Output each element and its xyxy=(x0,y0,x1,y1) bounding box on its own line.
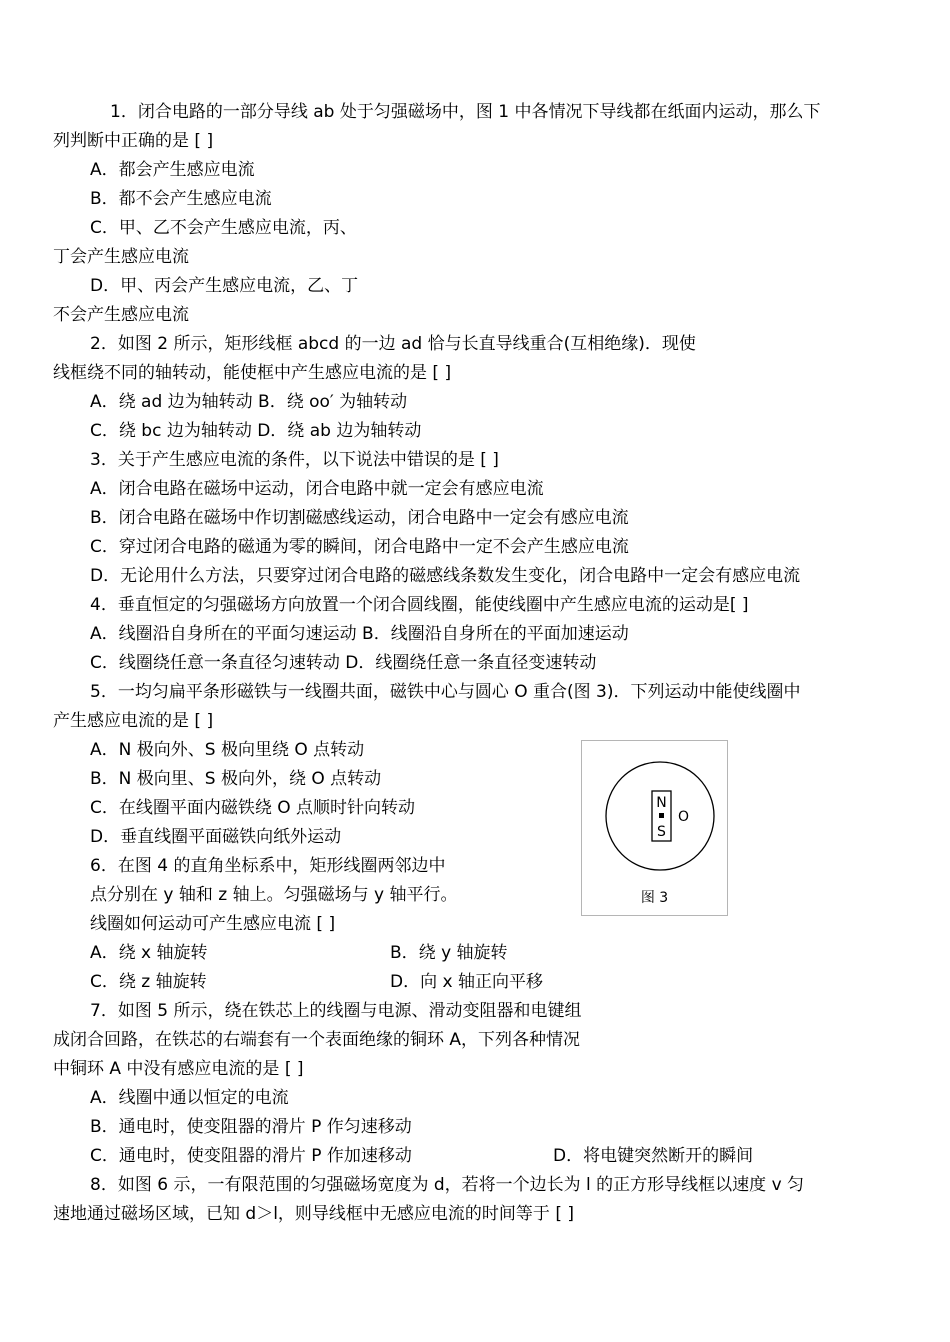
center-o-label: O xyxy=(678,809,690,825)
q1-option-c-line1: C．甲、乙不会产生感应电流，丙、 xyxy=(90,218,357,238)
q4-options-ab: A．线圈沿自身所在的平面匀速运动 B．线圈沿自身所在的平面加速运动 xyxy=(90,624,629,644)
magnet-south-label: S xyxy=(657,824,666,840)
q4-stem: 4．垂直恒定的匀强磁场方向放置一个闭合圆线圈，能使线圈中产生感应电流的运动是[ ] xyxy=(90,595,749,615)
q2-options-ab: A．绕 ad 边为轴转动 B．绕 oo′ 为轴转动 xyxy=(90,392,408,412)
q2-options-cd: C．绕 bc 边为轴转动 D．绕 ab 边为轴转动 xyxy=(90,421,422,441)
q5-stem-line1: 5．一均匀扁平条形磁铁与一线圈共面，磁铁中心与圆心 O 重合(图 3)．下列运动中能使线圈中 xyxy=(90,682,801,702)
q7-stem-line1: 7．如图 5 所示，绕在铁芯上的线圈与电源、滑动变阻器和电键组 xyxy=(90,1001,582,1021)
q7-option-d: D．将电键突然断开的瞬间 xyxy=(553,1146,754,1166)
q2-stem-line2: 线框绕不同的轴转动，能使框中产生感应电流的是 [ ] xyxy=(53,363,452,383)
q4-options-cd: C．线圈绕任意一条直径匀速转动 D．线圈绕任意一条直径变速转动 xyxy=(90,653,597,673)
q8-stem-line2: 速地通过磁场区域，已知 d＞l，则导线框中无感应电流的时间等于 [ ] xyxy=(53,1204,574,1224)
q6-option-a: A．绕 x 轴旋转 xyxy=(90,943,208,963)
figure-3 xyxy=(581,740,728,916)
q6-stem-line3: 线圈如何运动可产生感应电流 [ ] xyxy=(90,914,336,934)
magnet-north-label: N xyxy=(656,795,667,811)
q5-option-b: B．N 极向里、S 极向外，绕 O 点转动 xyxy=(90,769,382,789)
q5-option-c: C．在线圈平面内磁铁绕 O 点顺时针向转动 xyxy=(90,798,416,818)
q6-stem-line2: 点分别在 y 轴和 z 轴上。匀强磁场与 y 轴平行。 xyxy=(90,885,458,905)
q2-stem-line1: 2．如图 2 所示，矩形线框 abcd 的一边 ad 恰与长直导线重合(互相绝缘)．现使 xyxy=(90,334,696,354)
q5-stem-line2: 产生感应电流的是 [ ] xyxy=(53,711,214,731)
q1-stem-line1: 1．闭合电路的一部分导线 ab 处于匀强磁场中，图 1 中各情况下导线都在纸面内运动，那么下 xyxy=(110,102,821,122)
q1-stem-line2: 列判断中正确的是 [ ] xyxy=(53,131,214,151)
q3-stem: 3．关于产生感应电流的条件，以下说法中错误的是 [ ] xyxy=(90,450,499,470)
q7-option-a: A．线圈中通以恒定的电流 xyxy=(90,1088,289,1108)
q6-option-d: D．向 x 轴正向平移 xyxy=(390,972,543,992)
q6-option-b: B．绕 y 轴旋转 xyxy=(390,943,508,963)
figure-3-caption: 图 3 xyxy=(640,890,669,906)
q6-stem-line1: 6．在图 4 的直角坐标系中，矩形线圈两邻边中 xyxy=(90,856,446,876)
magnet-center-dot xyxy=(659,813,664,818)
q7-stem-line3: 中铜环 A 中没有感应电流的是 [ ] xyxy=(53,1059,304,1079)
q7-option-b: B．通电时，使变阻器的滑片 P 作匀速移动 xyxy=(90,1117,412,1137)
q1-option-b: B．都不会产生感应电流 xyxy=(90,189,272,209)
q1-option-c-line2: 丁会产生感应电流 xyxy=(53,247,189,267)
q3-option-d: D．无论用什么方法，只要穿过闭合电路的磁感线条数发生变化，闭合电路中一定会有感应电流 xyxy=(90,566,801,586)
q5-option-a: A．N 极向外、S 极向里绕 O 点转动 xyxy=(90,740,365,760)
q3-option-c: C．穿过闭合电路的磁通为零的瞬间，闭合电路中一定不会产生感应电流 xyxy=(90,537,629,557)
q1-option-d-line1: D．甲、丙会产生感应电流，乙、丁 xyxy=(90,276,359,296)
q7-option-c: C．通电时，使变阻器的滑片 P 作加速移动 xyxy=(90,1146,412,1166)
q5-option-d: D．垂直线圈平面磁铁向纸外运动 xyxy=(90,827,342,847)
q1-option-a: A．都会产生感应电流 xyxy=(90,160,255,180)
q7-stem-line2: 成闭合回路，在铁芯的右端套有一个表面绝缘的铜环 A，下列各种情况 xyxy=(53,1030,581,1050)
q6-option-c: C．绕 z 轴旋转 xyxy=(90,972,207,992)
q3-option-b: B．闭合电路在磁场中作切割磁感线运动，闭合电路中一定会有感应电流 xyxy=(90,508,629,528)
q8-stem-line1: 8．如图 6 示，一有限范围的匀强磁场宽度为 d，若将一个边长为 l 的正方形导线框以速度 v 匀 xyxy=(90,1175,805,1195)
q3-option-a: A．闭合电路在磁场中运动，闭合电路中就一定会有感应电流 xyxy=(90,479,544,499)
q1-option-d-line2: 不会产生感应电流 xyxy=(53,305,189,325)
